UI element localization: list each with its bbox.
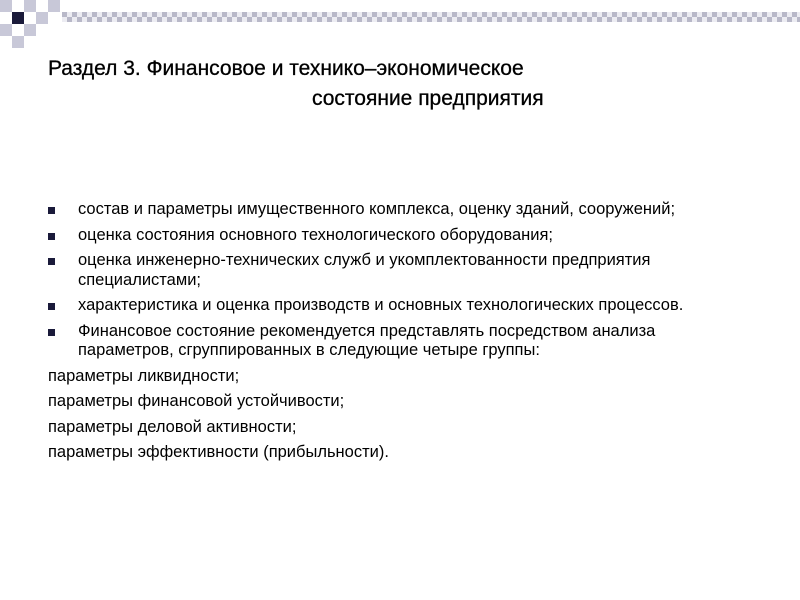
square-bullet-icon [48, 207, 55, 214]
bullet-text: Финансовое состояние рекомендуется представлять посредством анализа параметров, сгруппированных в следующие четыре группы: [78, 321, 656, 359]
decor-square [24, 24, 36, 36]
group-line: параметры эффективности (прибыльности). [48, 443, 389, 461]
bullet-item [48, 322, 748, 361]
square-bullet-icon [48, 258, 55, 265]
slide-title-line-1: Раздел 3. Финансовое и технико–экономическое [48, 57, 524, 80]
decor-square [0, 24, 12, 36]
bullet-text: состав и параметры имущественного комплекса, оценку зданий, сооружений; [78, 200, 676, 218]
decorative-header-pattern [0, 0, 800, 60]
bullet-item [48, 200, 748, 220]
slide-title [48, 54, 768, 114]
decor-square [12, 12, 24, 24]
bullet-item [48, 296, 748, 316]
parameter-groups [48, 367, 748, 463]
decor-square [36, 12, 48, 24]
bullet-item [48, 226, 748, 246]
slide-title-line-2: состояние предприятия [312, 87, 544, 110]
bullet-text: характеристика и оценка производств и основных технологических процессов. [78, 296, 684, 314]
slide-body [48, 200, 748, 469]
bullet-text: оценка состояния основного технологического оборудования; [78, 225, 553, 244]
group-line: параметры деловой активности; [48, 417, 297, 436]
decor-square [0, 0, 12, 12]
square-bullet-icon [48, 329, 55, 336]
decor-square [48, 0, 60, 12]
decor-square [24, 0, 36, 12]
bullet-item [48, 251, 748, 290]
group-line: параметры финансовой устойчивости; [48, 392, 345, 410]
decor-square [12, 36, 24, 48]
decor-checker-band [62, 12, 800, 22]
square-bullet-icon [48, 303, 55, 310]
bullet-list [48, 200, 748, 361]
square-bullet-icon [48, 233, 55, 240]
bullet-text: оценка инженерно-технических служб и укомплектованности предприятия специалистами; [78, 251, 651, 289]
group-line: параметры ликвидности; [48, 366, 240, 385]
